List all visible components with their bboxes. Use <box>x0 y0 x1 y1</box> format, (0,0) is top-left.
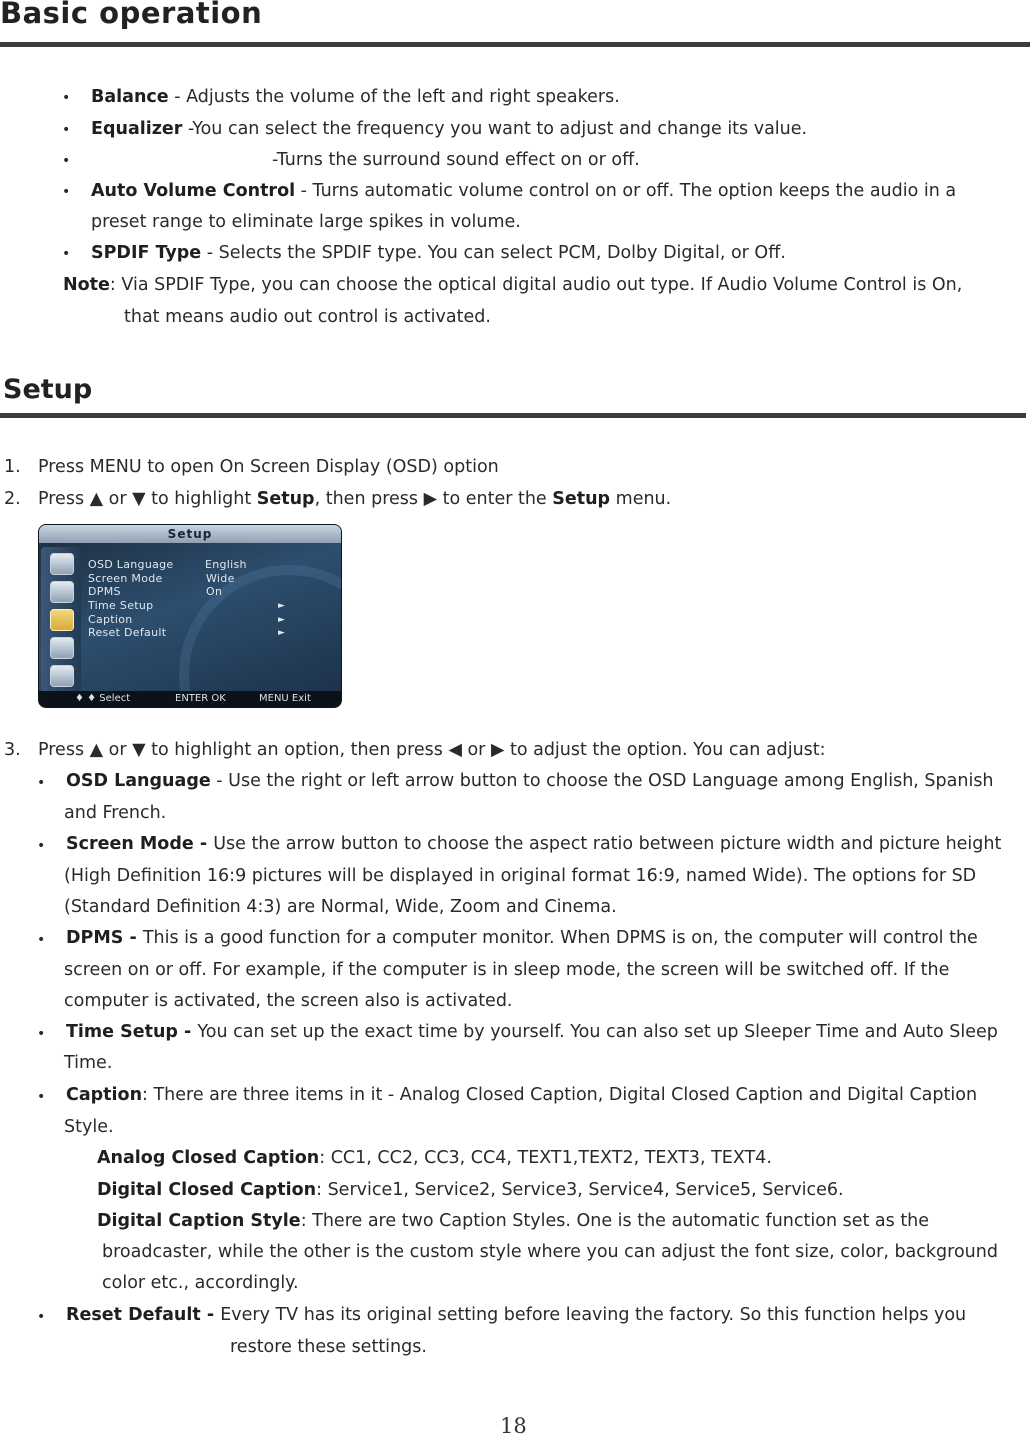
osd-menu-item: Screen Mode <box>88 572 163 585</box>
spdif-item: SPDIF Type - Selects the SPDIF type. You can select PCM, Dolby Digital, or Off. <box>91 243 786 263</box>
bullet: • <box>62 153 71 169</box>
bullet: • <box>37 932 46 948</box>
screen-mode-cont: (Standard Definition 4:3) are Normal, Wide, Zoom and Cinema. <box>64 897 617 917</box>
caption-item: Caption: There are three items in it - Analog Closed Caption, Digital Closed Caption and Digital Caption <box>66 1085 978 1105</box>
bullet: • <box>37 838 46 854</box>
digital-closed-caption: Digital Closed Caption: Service1, Service2, Service3, Service4, Service5, Service6. <box>97 1180 844 1200</box>
osd-menu-value: English <box>205 558 247 571</box>
osd-background-swirl <box>179 565 342 708</box>
setup-icon <box>50 609 74 631</box>
audio-icon <box>50 581 74 603</box>
bullet: • <box>37 1309 46 1325</box>
osd-sidebar <box>41 547 81 692</box>
auto-volume-cont: preset range to eliminate large spikes in volume. <box>91 212 521 232</box>
osd-arrow-icon: ► <box>278 601 285 611</box>
bullet: • <box>37 775 46 791</box>
bullet: • <box>62 90 71 106</box>
osd-arrow-icon: ► <box>278 628 285 638</box>
input-icon <box>50 665 74 687</box>
osd-language-cont: and French. <box>64 803 167 823</box>
step-2: Press ▲ or ▼ to highlight Setup, then press ▶ to enter the Setup menu. <box>38 489 672 509</box>
bullet: • <box>62 122 71 138</box>
digital-caption-style-cont: color etc., accordingly. <box>102 1273 299 1293</box>
balance-item: Balance - Adjusts the volume of the left and right speakers. <box>91 87 620 107</box>
osd-menu-value: Wide <box>206 572 235 585</box>
section-rule <box>0 413 1026 418</box>
step-number: 2. <box>4 489 21 509</box>
note: Note: Via SPDIF Type, you can choose the optical digital audio out type. If Audio Volume Control is On, <box>63 275 963 295</box>
osd-menu-item: Reset Default <box>88 626 167 639</box>
surround-item: -Turns the surround sound effect on or off. <box>272 150 640 170</box>
step-1: Press MENU to open On Screen Display (OSD) option <box>38 457 499 477</box>
time-setup-cont: Time. <box>64 1053 113 1073</box>
osd-language-item: OSD Language - Use the right or left arrow button to choose the OSD Language among English, Spanish <box>66 771 994 791</box>
note-cont: that means audio out control is activated. <box>124 307 491 327</box>
lock-icon <box>50 637 74 659</box>
reset-default-item: Reset Default - Every TV has its original setting before leaving the factory. So this function helps you <box>66 1305 967 1325</box>
section-title: Setup <box>3 374 93 405</box>
step-3: Press ▲ or ▼ to highlight an option, then press ◀ or ▶ to adjust the option. You can adjust: <box>38 740 826 760</box>
osd-select-hint: ♦ ♦ Select <box>75 693 131 704</box>
analog-closed-caption: Analog Closed Caption: CC1, CC2, CC3, CC4, TEXT1,TEXT2, TEXT3, TEXT4. <box>97 1148 772 1168</box>
bullet: • <box>37 1026 46 1042</box>
auto-volume-item: Auto Volume Control - Turns automatic volume control on or off. The option keeps the audio in a <box>91 181 957 201</box>
page-title: Basic operation <box>0 0 263 30</box>
step-number: 1. <box>4 457 21 477</box>
osd-footer <box>39 691 341 707</box>
osd-menu-item: DPMS <box>88 585 121 598</box>
step-number: 3. <box>4 740 21 760</box>
osd-menu-item: Caption <box>88 613 133 626</box>
digital-caption-style: Digital Caption Style: There are two Caption Styles. One is the automatic function set as the <box>97 1211 930 1231</box>
caption-cont: Style. <box>64 1117 114 1137</box>
bullet: • <box>62 184 71 200</box>
dpms-cont: screen on or off. For example, if the computer is in sleep mode, the screen will be switched off. If the <box>64 960 950 980</box>
dpms-item: DPMS - This is a good function for a computer monitor. When DPMS is on, the computer will control the <box>66 928 978 948</box>
osd-menu-hint: MENU Exit <box>259 693 311 704</box>
osd-arrow-icon: ► <box>278 615 285 625</box>
reset-default-cont: restore these settings. <box>230 1337 427 1357</box>
osd-setup-screenshot <box>38 524 342 708</box>
digital-caption-style-cont: broadcaster, while the other is the custom style where you can adjust the font size, color, background <box>102 1242 998 1262</box>
equalizer-item: Equalizer -You can select the frequency you want to adjust and change its value. <box>91 119 808 139</box>
screen-mode-cont: (High Definition 16:9 pictures will be displayed in original format 16:9, named Wide). The options for SD <box>64 866 977 886</box>
osd-enter-hint: ENTER OK <box>175 693 226 704</box>
page-number: 18 <box>500 1414 527 1438</box>
title-rule <box>0 42 1030 47</box>
osd-menu-value: On <box>206 585 223 598</box>
screen-mode-item: Screen Mode - Use the arrow button to choose the aspect ratio between picture width and picture height <box>66 834 1002 854</box>
bullet: • <box>62 246 71 262</box>
time-setup-item: Time Setup - You can set up the exact time by yourself. You can also set up Sleeper Time and Auto Sleep <box>66 1022 998 1042</box>
osd-title: Setup <box>39 525 341 543</box>
osd-menu-item: OSD Language <box>88 558 174 571</box>
dpms-cont: computer is activated, the screen also is activated. <box>64 991 513 1011</box>
tv-icon <box>50 553 74 575</box>
osd-menu-item: Time Setup <box>88 599 154 612</box>
bullet: • <box>37 1089 46 1105</box>
